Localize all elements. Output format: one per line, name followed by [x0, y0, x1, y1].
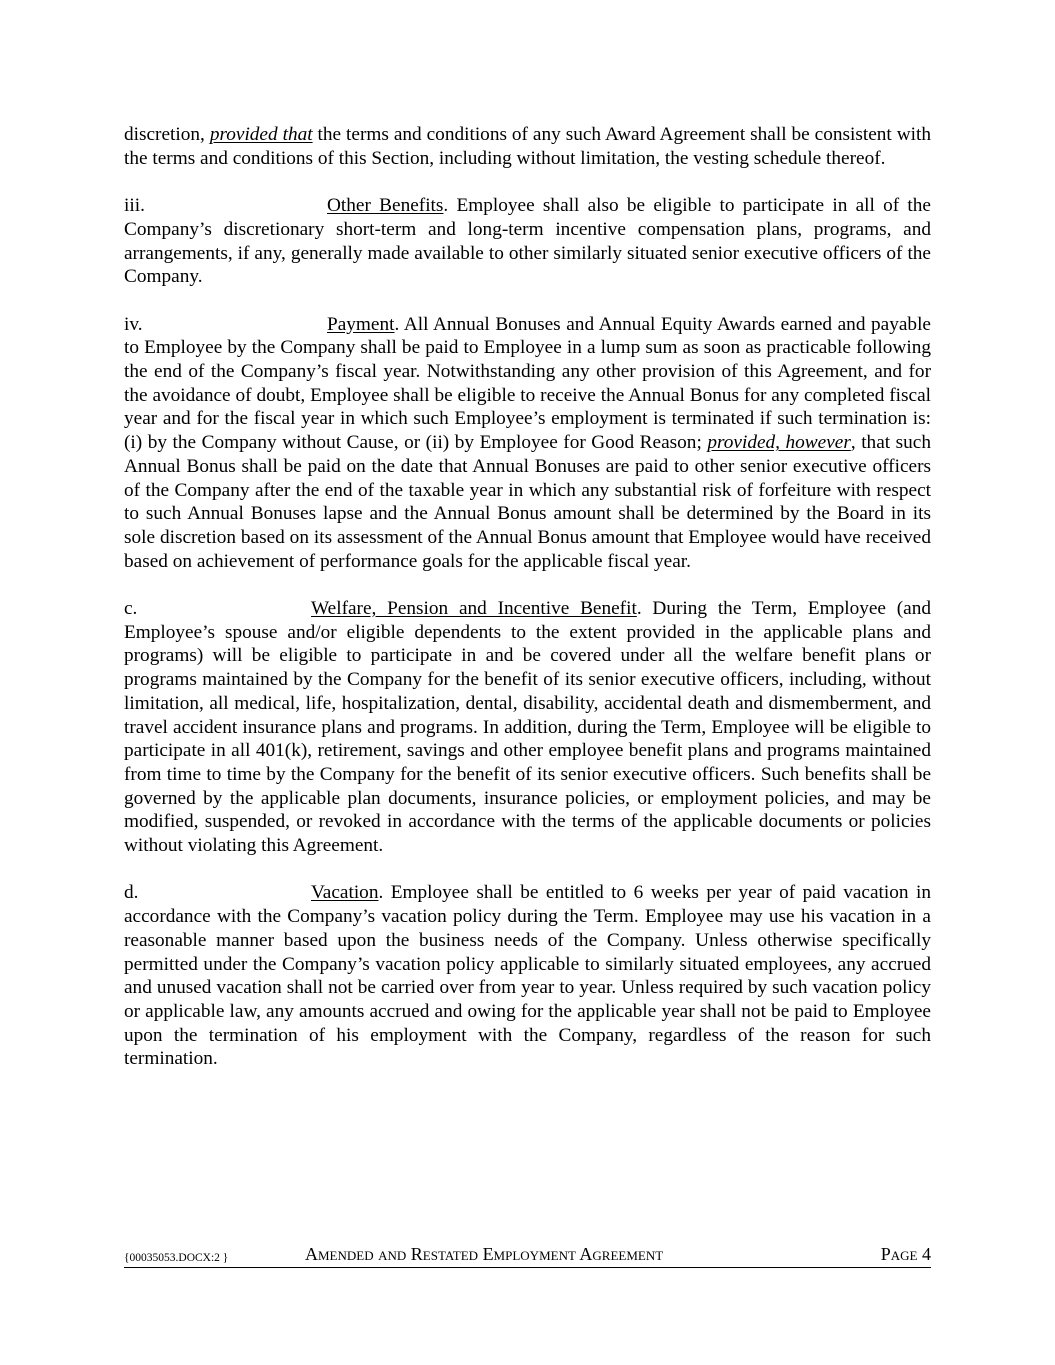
section-vacation: [124, 881, 931, 1071]
section-heading: Other Benefits: [327, 195, 444, 217]
section-welfare-pension: [124, 597, 931, 858]
section-number: d.: [124, 882, 139, 904]
provided-however-emphasis: provided, however: [707, 432, 851, 454]
page-footer: [124, 1241, 931, 1268]
section-number: c.: [124, 598, 138, 620]
document-body: [124, 123, 931, 1071]
section-body: . During the Term, Employee (and Employee’s spouse and/or eligible dependents to the extent provided in the applicable plans and programs) will be eligible to participate in and be covered under all the welfare benefit plans or programs maintained by the Company for the benefit of its senior executive officers, including, without limitation, all medical, life, hospitalization, dental, disability, accidental death and dismemberment, and travel accident insurance plans and programs. In addition, during the Term, Employee will be eligible to participate in all 401(k), retirement, savings and other employee benefit plans and programs maintained from time to time by the Company for the benefit of its senior executive officers. Such benefits shall be governed by the applicable plan documents, insurance policies, or employment policies, and may be modified, suspended, or revoked in accordance with the terms of the applicable documents or policies without violating this Agreement.: [124, 598, 931, 857]
provided-that-emphasis: provided that: [209, 124, 313, 145]
footer-title: Amended and Restated Employment Agreement: [305, 1244, 664, 1264]
section-number: iii.: [124, 195, 145, 217]
section-number: iv.: [124, 313, 143, 335]
section-heading: Payment: [327, 313, 395, 335]
section-other-benefits: [124, 194, 931, 289]
section-body-part-b: , that such Annual Bonus shall be paid on the date that Annual Bonuses are paid to other senior executive officers of the Company after the end of the taxable year in which any substantial risk of forfeiture with respect to such Annual Bonuses lapse and the Annual Bonus amount shall be determined by the Board in its sole discretion based on its assessment of the Annual Bonus amount that Employee would have received based on achievement of performance goals for the applicable fiscal year.: [124, 432, 931, 572]
section-heading: Welfare, Pension and Incentive Benefit: [311, 598, 637, 620]
section-body: . Employee shall also be eligible to participate in all of the Company’s discretionary short-term and long-term incentive compensation plans, programs, and arrangements, if any, generally made available to other similarly situated senior executive officers of the Company.: [124, 195, 931, 288]
footer-page-number: Page 4: [880, 1244, 931, 1264]
paragraph-lead: discretion,: [124, 124, 210, 145]
paragraph-award-continuation: [124, 123, 931, 170]
section-heading: Vacation: [311, 882, 379, 904]
paragraph-rest: the terms and conditions of any such Award Agreement shall be consistent with the terms and conditions of this Section, including without limitation, the vesting schedule thereof.: [124, 124, 931, 169]
section-body: . Employee shall be entitled to 6 weeks per year of paid vacation in accordance with the Company’s vacation policy during the Term. Employee may use his vacation in a reasonable manner based upon the business needs of the Company. Unless otherwise specifically permitted under the Company’s vacation policy applicable to similarly situated employees, any accrued and unused vacation shall not be carried over from year to year. Unless required by such vacation policy or applicable law, any amounts accrued and owing for the applicable year shall not be paid to Employee upon the termination of his employment with the Company, regardless of the reason for such termination.: [124, 882, 931, 1070]
section-payment: [124, 313, 931, 574]
footer-doc-id: {00035053.DOCX:2 }: [124, 1252, 229, 1264]
section-body-part-a: . All Annual Bonuses and Annual Equity Awards earned and payable to Employee by the Company shall be paid to Employee in a lump sum as soon as practicable following the end of the Company’s fiscal year. Notwithstanding any other provision of this Agreement, and for the avoidance of doubt, Employee shall be eligible to receive the Annual Bonus for any completed fiscal year and for the fiscal year in which such Employee’s employment is terminated if such termination is: (i) by the Company without Cause, or (ii) by Employee for Good Reason;: [124, 313, 931, 454]
